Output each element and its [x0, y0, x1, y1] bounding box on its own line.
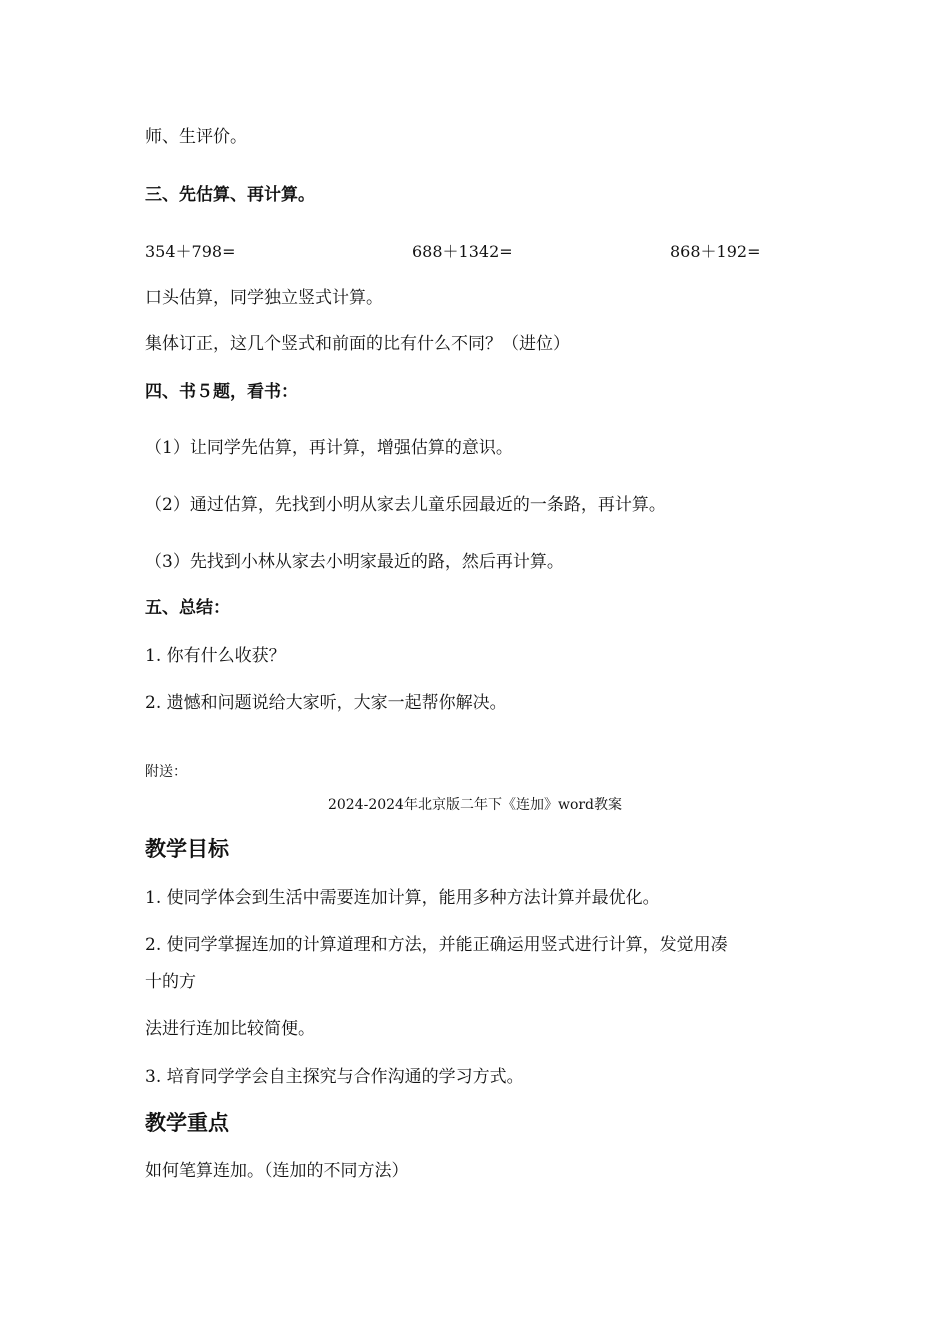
task-item-3: （3）先找到小林从家去小明家最近的路，然后再计算。	[145, 552, 564, 572]
section-3-heading: 三、先估算、再计算。	[145, 185, 315, 205]
collective-correction-text: 集体订正，这几个竖式和前面的比有什么不同？（进位）	[145, 334, 570, 354]
teacher-student-evaluation: 师、生评价。	[145, 127, 247, 147]
task-item-1: （1）让同学先估算，再计算，增强估算的意识。	[145, 438, 513, 458]
summary-item-1: 1. 你有什么收获？	[145, 646, 286, 666]
goal-item-2-continued: 十的方	[145, 972, 196, 992]
teaching-focus-heading: 教学重点	[145, 1110, 229, 1135]
goal-item-1: 1. 使同学体会到生活中需要连加计算，能用多种方法计算并最优化。	[145, 888, 660, 908]
goal-item-3: 3. 培育同学学会自主探究与合作沟通的学习方式。	[145, 1067, 524, 1087]
appendix-label: 附送：	[145, 764, 187, 780]
teaching-goals-heading: 教学目标	[145, 836, 229, 861]
document-title: 2024-2024年北京版二年下《连加》word教案	[327, 797, 623, 813]
expression-2: 688＋1342=	[412, 242, 513, 261]
expression-3: 868＋192=	[670, 242, 761, 261]
summary-item-2: 2. 遗憾和问题说给大家听，大家一起帮你解决。	[145, 693, 507, 713]
section-4-heading: 四、书５题，看书：	[145, 382, 298, 402]
oral-estimation-text: 口头估算，同学独立竖式计算。	[145, 288, 383, 308]
goal-item-2: 2. 使同学掌握连加的计算道理和方法，并能正确运用竖式进行计算，发觉用凑	[145, 935, 728, 955]
section-5-heading: 五、总结：	[145, 598, 230, 618]
goal-item-2-end: 法进行连加比较简便。	[145, 1019, 315, 1039]
task-item-2: （2）通过估算，先找到小明从家去儿童乐园最近的一条路，再计算。	[145, 495, 666, 515]
teaching-focus-text: 如何笔算连加。（连加的不同方法）	[145, 1161, 409, 1181]
expression-1: 354＋798=	[145, 242, 236, 261]
